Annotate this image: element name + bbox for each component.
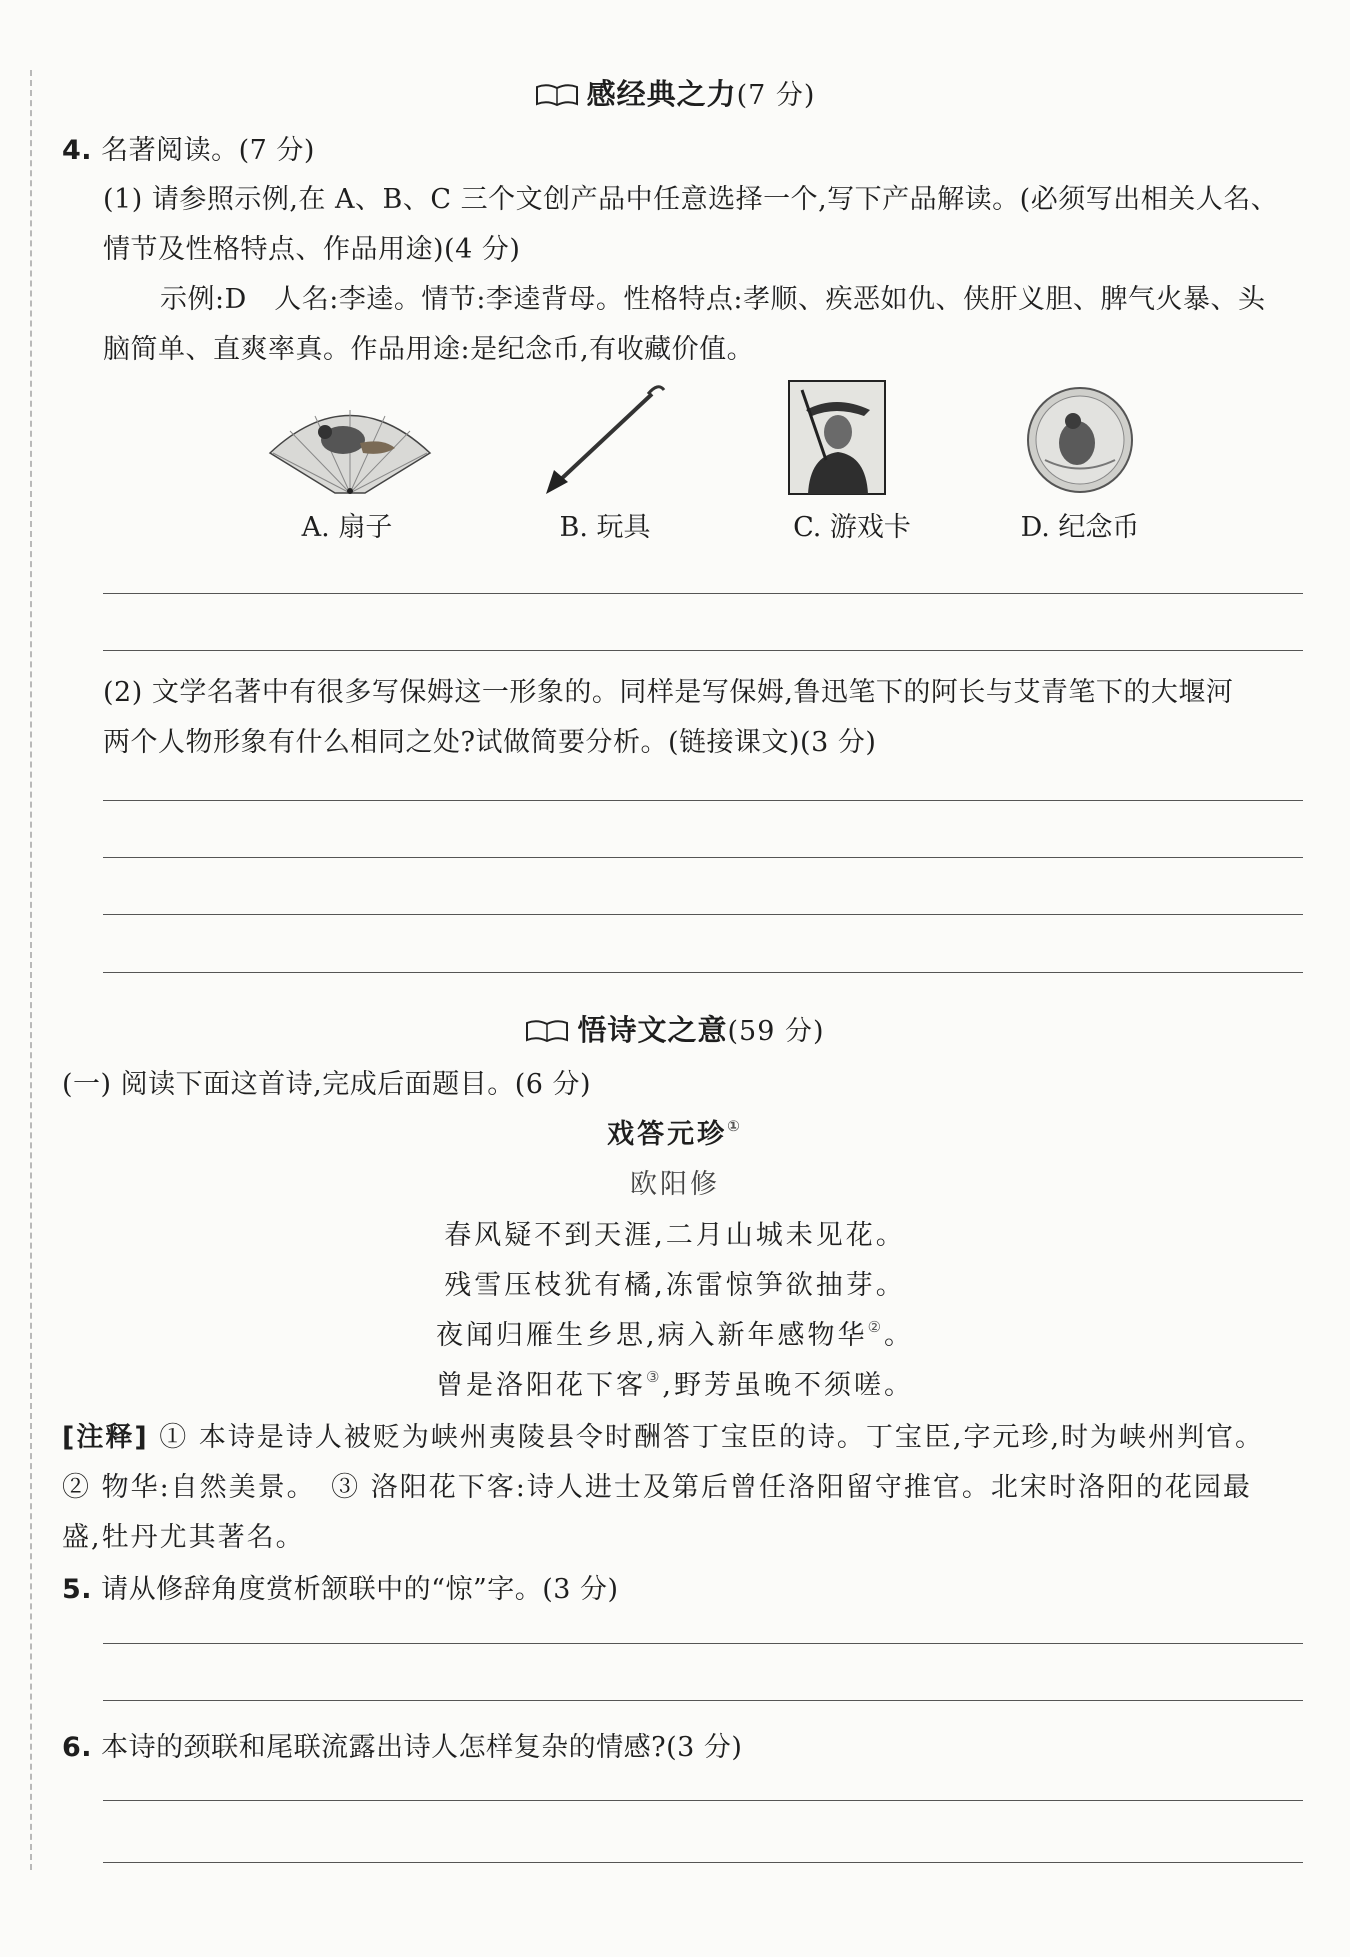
answer-line[interactable]: [103, 650, 1303, 651]
fan-icon: [265, 398, 435, 498]
poem-line-4: [0, 1363, 1350, 1402]
poem-line-text: 曾是洛阳花下客: [435, 1370, 646, 1401]
notes-text: ① 本诗是诗人被贬为峡州夷陵县令时酬答丁宝臣的诗。丁宝臣,字元珍,时为峡州判官。: [159, 1422, 1265, 1453]
notes-label: [注释]: [62, 1422, 149, 1453]
product-label-b: B. 玩具: [559, 512, 651, 543]
section-title-poetry: [0, 1008, 1350, 1049]
answer-line[interactable]: [103, 800, 1303, 801]
question-6: [62, 1725, 742, 1764]
poem-line-tail: ,野芳虽晚不须嗟。: [662, 1370, 915, 1401]
q4-example-line2: 脑简单、直爽率真。作品用途:是纪念币,有收藏价值。: [103, 334, 755, 365]
section-points: (59 分): [727, 1016, 825, 1047]
question-text: 名著阅读。(7 分): [101, 135, 315, 166]
staff-toy-icon: [540, 382, 670, 497]
product-label-a: A. 扇子: [301, 512, 393, 543]
poem-line-text: 夜闻归雁生乡思,病入新年感物华: [435, 1320, 868, 1351]
answer-line[interactable]: [103, 1862, 1303, 1863]
binding-margin-line: [30, 70, 32, 1870]
answer-line[interactable]: [103, 914, 1303, 915]
poem-title-note-marker: ①: [727, 1117, 743, 1135]
question-text: 本诗的颈联和尾联流露出诗人怎样复杂的情感?(3 分): [101, 1732, 743, 1763]
section-title-classics: [0, 72, 1350, 113]
q4-part1-line1: (1) 请参照示例,在 A、B、C 三个文创产品中任意选择一个,写下产品解读。(必须写出相关人名、: [103, 184, 1279, 215]
question-4-stem: [62, 128, 315, 167]
poem-line-3: [0, 1313, 1350, 1352]
answer-line[interactable]: [103, 593, 1303, 594]
poem-author: 欧阳修: [630, 1169, 720, 1200]
product-label-d: D. 纪念币: [1020, 512, 1140, 543]
reading-intro: (一) 阅读下面这首诗,完成后面题目。(6 分): [62, 1069, 592, 1100]
q4-part2-line1: (2) 文学名著中有很多写保姆这一形象的。同样是写保姆,鲁迅笔下的阿长与艾青笔下的大堰河: [103, 677, 1234, 708]
section-title-text: 感经典之力: [586, 77, 737, 111]
question-text: 请从修辞角度赏析颔联中的“惊”字。(3 分): [101, 1574, 619, 1605]
question-number: 4.: [62, 135, 93, 166]
question-number: 6.: [62, 1732, 93, 1763]
poem-line-text: 春风疑不到天涯,二月山城未见花。: [444, 1220, 906, 1251]
q4-part2-line2: 两个人物形象有什么相同之处?试做简要分析。(链接课文)(3 分): [103, 727, 877, 758]
notes-line2: ② 物华:自然美景。 ③ 洛阳花下客:诗人进士及第后曾任洛阳留守推官。北宋时洛阳的花园最: [62, 1472, 1252, 1503]
poem-title: [0, 1112, 1350, 1151]
poem-line-2: [0, 1263, 1350, 1302]
q4-example-line1: 示例:D 人名:李逵。情节:李逵背母。性格特点:孝顺、疾恶如仇、侠肝义胆、脾气火暴、头: [160, 284, 1266, 315]
answer-line[interactable]: [103, 1643, 1303, 1644]
q4-part1-line2: 情节及性格特点、作品用途)(4 分): [103, 234, 521, 265]
section-title-text: 悟诗文之意: [577, 1013, 728, 1047]
coin-icon: [1025, 385, 1135, 495]
open-book-icon: [535, 82, 579, 108]
poem-line-1: [0, 1213, 1350, 1252]
answer-line[interactable]: [103, 1800, 1303, 1801]
question-5: [62, 1567, 619, 1606]
question-number: 5.: [62, 1574, 93, 1605]
poem-line-tail: 。: [884, 1320, 915, 1351]
section-points: (7 分): [736, 80, 816, 111]
notes-line1: [62, 1415, 1264, 1454]
product-label-c: C. 游戏卡: [793, 512, 911, 543]
poem-line-text: 残雪压枝犹有橘,冻雷惊笋欲抽芽。: [444, 1270, 906, 1301]
game-card-icon: [788, 380, 886, 495]
notes-line3: 盛,牡丹尤其著名。: [62, 1522, 305, 1553]
answer-line[interactable]: [103, 1700, 1303, 1701]
answer-line[interactable]: [103, 857, 1303, 858]
poem-title-text: 戏答元珍: [607, 1119, 728, 1150]
answer-line[interactable]: [103, 972, 1303, 973]
poem-note-marker: ③: [645, 1368, 663, 1386]
poem-note-marker: ②: [867, 1318, 885, 1336]
open-book-icon: [525, 1018, 569, 1044]
